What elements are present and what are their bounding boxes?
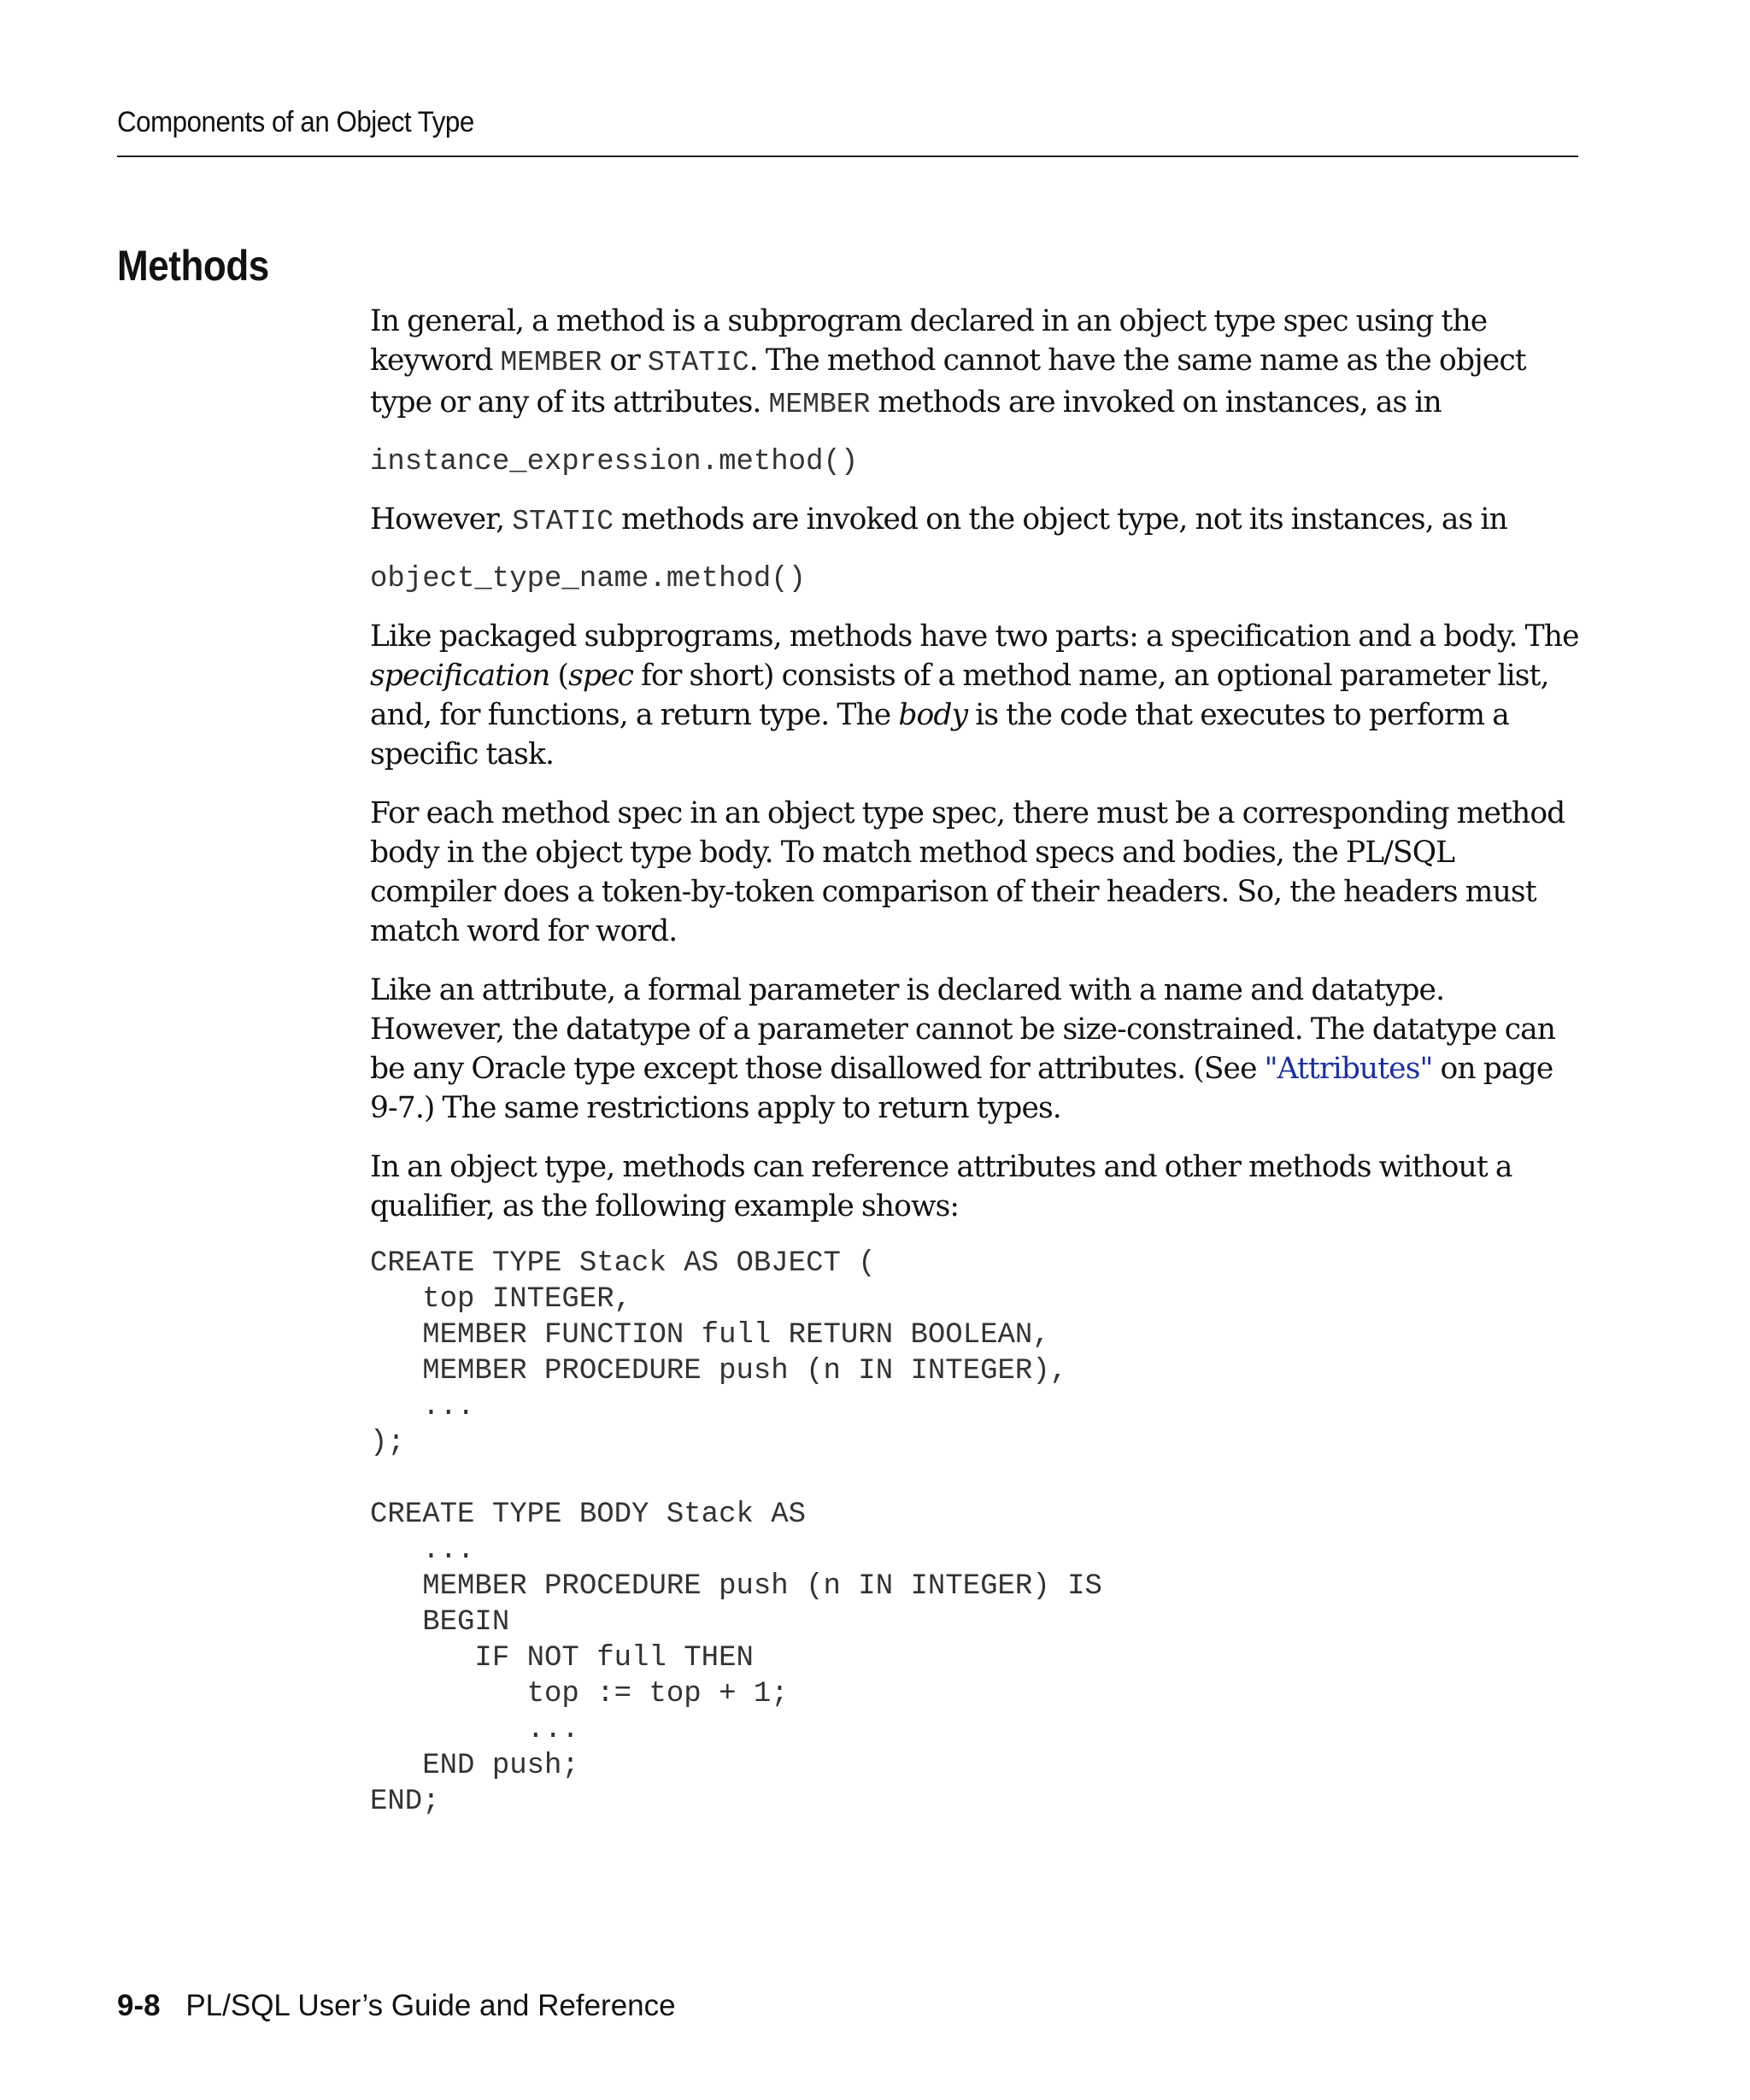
paragraph-text: For each method spec in an object type spec, there must be a corresponding method body in the object type body. To match method specs and bodies, the PL/SQL compiler does a token-by-token comparison of their headers. So, the headers must match word for word. <box>370 796 1565 948</box>
code-line: instance_expression.method() <box>370 446 859 478</box>
code-example <box>370 444 1583 480</box>
running-header: Components of an Object Type <box>117 106 474 138</box>
code-line: ... <box>370 1391 475 1423</box>
paragraph-text: . The method cannot have the same name as the object type or any of its attributes. <box>370 343 1526 419</box>
footer-book-title: PL/SQL User’s Guide and Reference <box>185 1989 676 2022</box>
cross-reference-link[interactable]: "Attributes" <box>1264 1052 1433 1086</box>
paragraph-text: for short) consists of a method name, an optional parameter list, and, for functions, a return type. The <box>370 659 1549 732</box>
code-line: IF NOT full THEN <box>370 1642 754 1675</box>
section-title: Methods <box>117 242 269 290</box>
footer-page-number: 9-8 <box>117 1989 161 2022</box>
paragraph <box>370 971 1583 1128</box>
running-footer <box>117 1989 676 2023</box>
code-line: object_type_name.method() <box>370 563 807 595</box>
code-line: END push; <box>370 1750 579 1782</box>
code-example <box>370 1246 1583 1820</box>
header-rule <box>117 155 1578 157</box>
inline-code: MEMBER <box>768 389 871 420</box>
paragraph-text: on page 9-7.) The same restrictions apply to return types. <box>370 1052 1553 1125</box>
code-line: top INTEGER, <box>370 1283 632 1316</box>
code-line <box>370 1461 1583 1497</box>
paragraph <box>370 617 1583 774</box>
code-line: ); <box>370 1427 405 1459</box>
paragraph-text: However, <box>370 502 513 537</box>
paragraph-text: methods are invoked on the object type, not its instances, as in <box>614 502 1507 537</box>
paragraph-text: is the code that executes to perform a specific task. <box>370 698 1509 771</box>
code-example <box>370 561 1583 597</box>
inline-code: STATIC <box>512 506 614 537</box>
code-line: CREATE TYPE BODY Stack AS <box>370 1499 807 1531</box>
code-line: MEMBER PROCEDURE push (n IN INTEGER), <box>370 1355 1068 1387</box>
paragraph-text: In general, a method is a subprogram declared in an object type spec using the keyword <box>370 304 1488 378</box>
paragraph-text: Like an attribute, a formal parameter is declared with a name and datatype. However, the datatype of a parameter cannot be size-constrained. The datatype can be any Oracle type except those disallowed for attributes. (See <box>370 973 1556 1086</box>
code-line: BEGIN <box>370 1606 510 1639</box>
paragraph <box>370 1147 1583 1226</box>
code-line: ... <box>370 1534 475 1567</box>
paragraph-text: methods are invoked on instances, as in <box>870 385 1442 419</box>
code-line: MEMBER FUNCTION full RETURN BOOLEAN, <box>370 1319 1050 1352</box>
code-line: END; <box>370 1786 440 1818</box>
section-body <box>370 302 1583 1839</box>
emphasis-text: spec <box>568 659 634 693</box>
paragraph <box>370 500 1583 542</box>
emphasis-text: body <box>898 698 968 732</box>
code-line: top := top + 1; <box>370 1678 789 1710</box>
paragraph-text: or <box>602 343 648 378</box>
inline-code: STATIC <box>647 347 749 378</box>
paragraph <box>370 794 1583 951</box>
paragraph <box>370 302 1583 425</box>
emphasis-text: specification <box>370 659 550 693</box>
code-line: MEMBER PROCEDURE push (n IN INTEGER) IS <box>370 1570 1102 1603</box>
paragraph-text: Like packaged subprograms, methods have two parts: a specification and a body. The <box>370 619 1579 654</box>
paragraph-text: In an object type, methods can reference attributes and other methods without a qualifier, as the following example shows: <box>370 1150 1512 1223</box>
paragraph-text: ( <box>549 659 569 693</box>
code-line: CREATE TYPE Stack AS OBJECT ( <box>370 1247 876 1280</box>
inline-code: MEMBER <box>500 347 602 378</box>
code-line: ... <box>370 1714 579 1746</box>
